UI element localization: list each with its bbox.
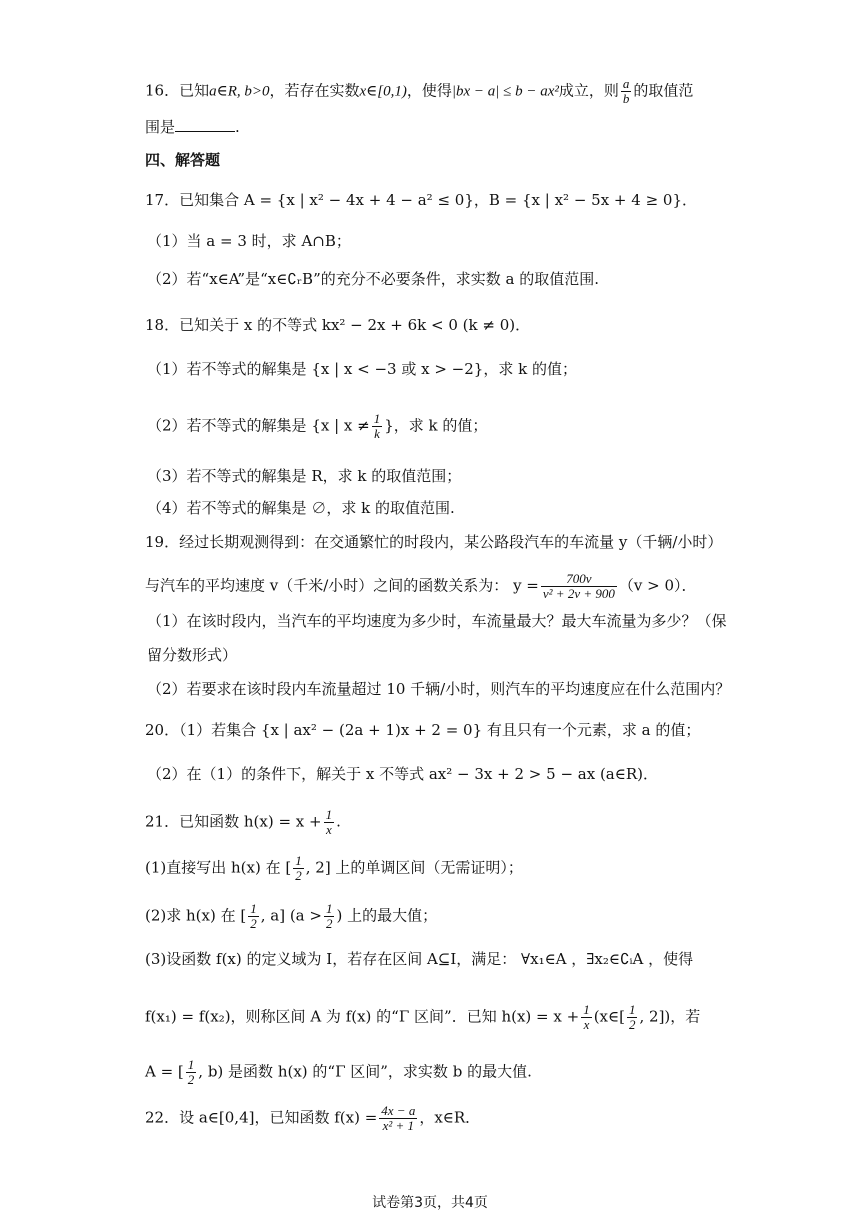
answer-blank [175, 117, 235, 132]
q19-line2: 与汽车的平均速度 v（千米/小时）之间的函数关系为： y = $\frac{700v}{\text{v² + 2v + 900}}$ （v > 0）． [145, 571, 697, 601]
q21-part3-line3: A = [ $\frac{1}{2}$ , b) 是函数 h(x) 的“Γ 区间”，求实数 b 的最大值. [145, 1057, 532, 1087]
q22-stem: 22．设 a∈[0,4]，已知函数 f(x) = $\frac{4x - a}{\text{x² + 1}}$ ，x∈R． [145, 1103, 481, 1133]
q16-cond: a∈R, b>0 [209, 83, 270, 100]
q18-fraction: $\frac{1}{k}$ [373, 411, 381, 441]
q21-part3-line2: f(x₁) = f(x₂)，则称区间 A 为 f(x) 的“Γ 区间”．已知 h(x) = x + $\frac{1}{x}$ (x∈[ $\frac{1}{2}$ , 2])，若 [145, 1002, 701, 1032]
q21-part2: (2)求 h(x) 在 [ $\frac{1}{2}$ , a] (a > $\frac{1}{2}$ ) 上的最大值； [145, 901, 438, 931]
q18-stem: 18．已知关于 x 的不等式 kx² − 2x + 6k < 0 (k ≠ 0)． [145, 316, 531, 334]
q21-part1: (1)直接写出 h(x) 在 [ $\frac{1}{2}$ , 2] 上的单调区间（无需证明）； [145, 853, 523, 883]
q17-part2: （2）若“x∈A”是“x∈∁ᵣB”的充分不必要条件，求实数 a 的取值范围. [147, 270, 599, 288]
q22-fraction: $\frac{4x - a}{\text{x² + 1}}$ [381, 1103, 416, 1133]
q17-part1: （1）当 a = 3 时，求 A∩B； [147, 232, 351, 250]
q18-part2: （2）若不等式的解集是 {x | x ≠ $\frac{1}{k}$ }，求 k 的值； [147, 411, 488, 441]
q19-part1-line2: 留分数形式） [147, 646, 238, 664]
q21-stem: 21．已知函数 h(x) = x + $\frac{1}{x}$ . [145, 807, 341, 837]
q18-part1: （1）若不等式的解集是 {x | x < −3 或 x > −2}，求 k 的值； [147, 360, 577, 378]
q21-part3-line1: (3)设函数 f(x) 的定义域为 I，若存在区间 A⊆I，满足： ∀x₁∈A ，∃x₂∈∁ᵢA ，使得 [145, 950, 694, 968]
q16-line1: 16．已知a∈R, b>0，若存在实数x∈[0,1)，使得|bx − a| ≤ b − ax²成立，则 $\frac{a}{b}$ 的取值范 [145, 76, 694, 106]
q18-part3: （3）若不等式的解集是 R，求 k 的取值范围； [147, 467, 462, 485]
q19-part1-line1: （1）在该时段内，当汽车的平均速度为多少时，车流量最大？最大车流量为多少？（保 [147, 612, 727, 630]
q20-part2: （2）在（1）的条件下，解关于 x 不等式 ax² − 3x + 2 > 5 − ax (a∈R)． [147, 765, 658, 783]
q17-stem: 17．已知集合 A = {x | x² − 4x + 4 − a² ≤ 0}，B = {x | x² − 5x + 4 ≥ 0}． [145, 191, 698, 209]
q20-part1: 20．（1）若集合 {x | ax² − (2a + 1)x + 2 = 0} 有且只有一个元素，求 a 的值； [145, 721, 701, 739]
q21-fraction: $\frac{1}{x}$ [325, 807, 333, 837]
q19-part2: （2）若要求在该时段内车流量超过 10 千辆/小时，则汽车的平均速度应在什么范围内？ [147, 680, 731, 698]
q18-part4: （4）若不等式的解集是 ∅，求 k 的取值范围. [147, 499, 455, 517]
q16-line2: 围是 . [145, 118, 240, 136]
q19-fraction: $\frac{700v}{\text{v² + 2v + 900}}$ [542, 571, 615, 601]
section-heading: 四、解答题 [145, 151, 221, 169]
q16-inequality: |bx − a| ≤ b − ax² [451, 83, 559, 100]
q19-line1: 19．经过长期观测得到：在交通繁忙的时段内，某公路段汽车的车流量 y（千辆/小时） [145, 533, 723, 551]
q16-fraction: $\frac{a}{b}$ [622, 76, 630, 106]
page-footer: 试卷第3页，共4页 [372, 1195, 488, 1211]
q16-x-range: x∈[0,1) [359, 83, 407, 100]
